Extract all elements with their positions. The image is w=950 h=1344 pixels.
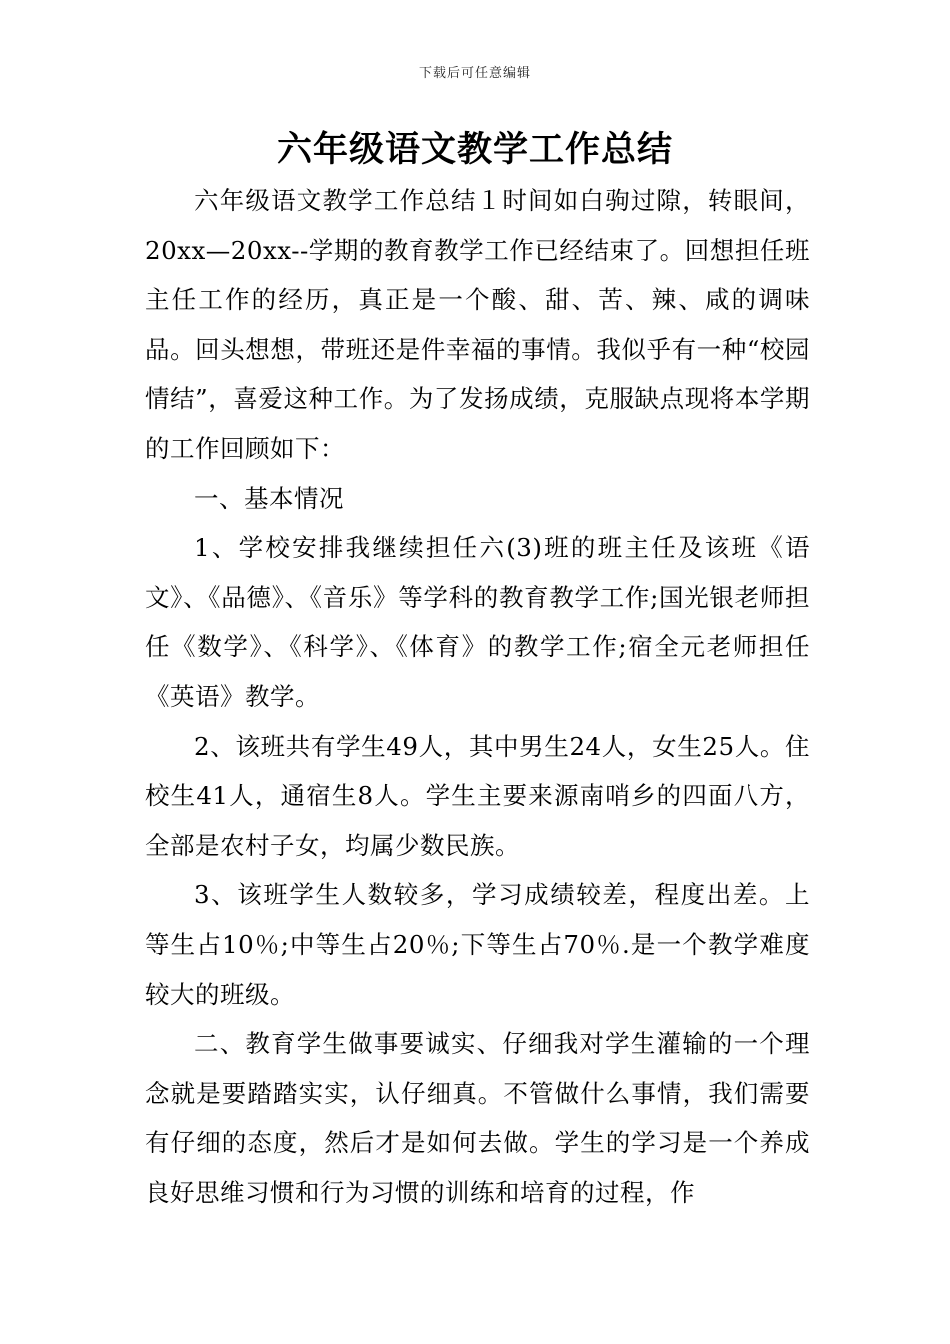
paragraph-item-2: 2、该班共有学生49人，其中男生24人，女生25人。住校生41人，通宿生8人。学生主要来源南哨乡的四面八方，全部是农村子女，均属少数民族。 — [145, 731, 810, 860]
paragraph-intro: 六年级语文教学工作总结１时间如白驹过隙，转眼间，20xx—20xx--学期的教育教学工作已经结束了。回想担任班主任工作的经历，真正是一个酸、甜、苦、辣、咸的调味品。回头想想，带班还是件幸福的事情。我似乎有一种“校园情结”，喜爱这种工作。为了发扬成绩，克服缺点现将本学期的工作回顾如下： — [145, 186, 810, 463]
paragraph-item-3: 3、该班学生人数较多，学习成绩较差，程度出差。上等生占10％;中等生占20％;下等生占70％.是一个教学难度较大的班级。 — [145, 880, 810, 1009]
paragraph-item-1: 1、学校安排我继续担任六(3)班的班主任及该班《语文》、《品德》、《音乐》等学科的教育教学工作;国光银老师担任《数学》、《科学》、《体育》的教学工作;宿全元老师担任《英语》教学。 — [145, 533, 810, 711]
document-title: 六年级语文教学工作总结 — [276, 130, 673, 170]
paragraph-section-2: 二、教育学生做事要诚实、仔细我对学生灌输的一个理念就是要踏踏实实，认仔细真。不管做什么事情，我们需要有仔细的态度，然后才是如何去做。学生的学习是一个养成良好思维习惯和行为习惯的训练和培育的过程，作 — [145, 1029, 810, 1207]
section-heading-basic-situation: 一、基本情况 — [194, 483, 344, 513]
document-body — [145, 176, 810, 1217]
header-note: 下载后可任意编辑 — [418, 66, 531, 81]
